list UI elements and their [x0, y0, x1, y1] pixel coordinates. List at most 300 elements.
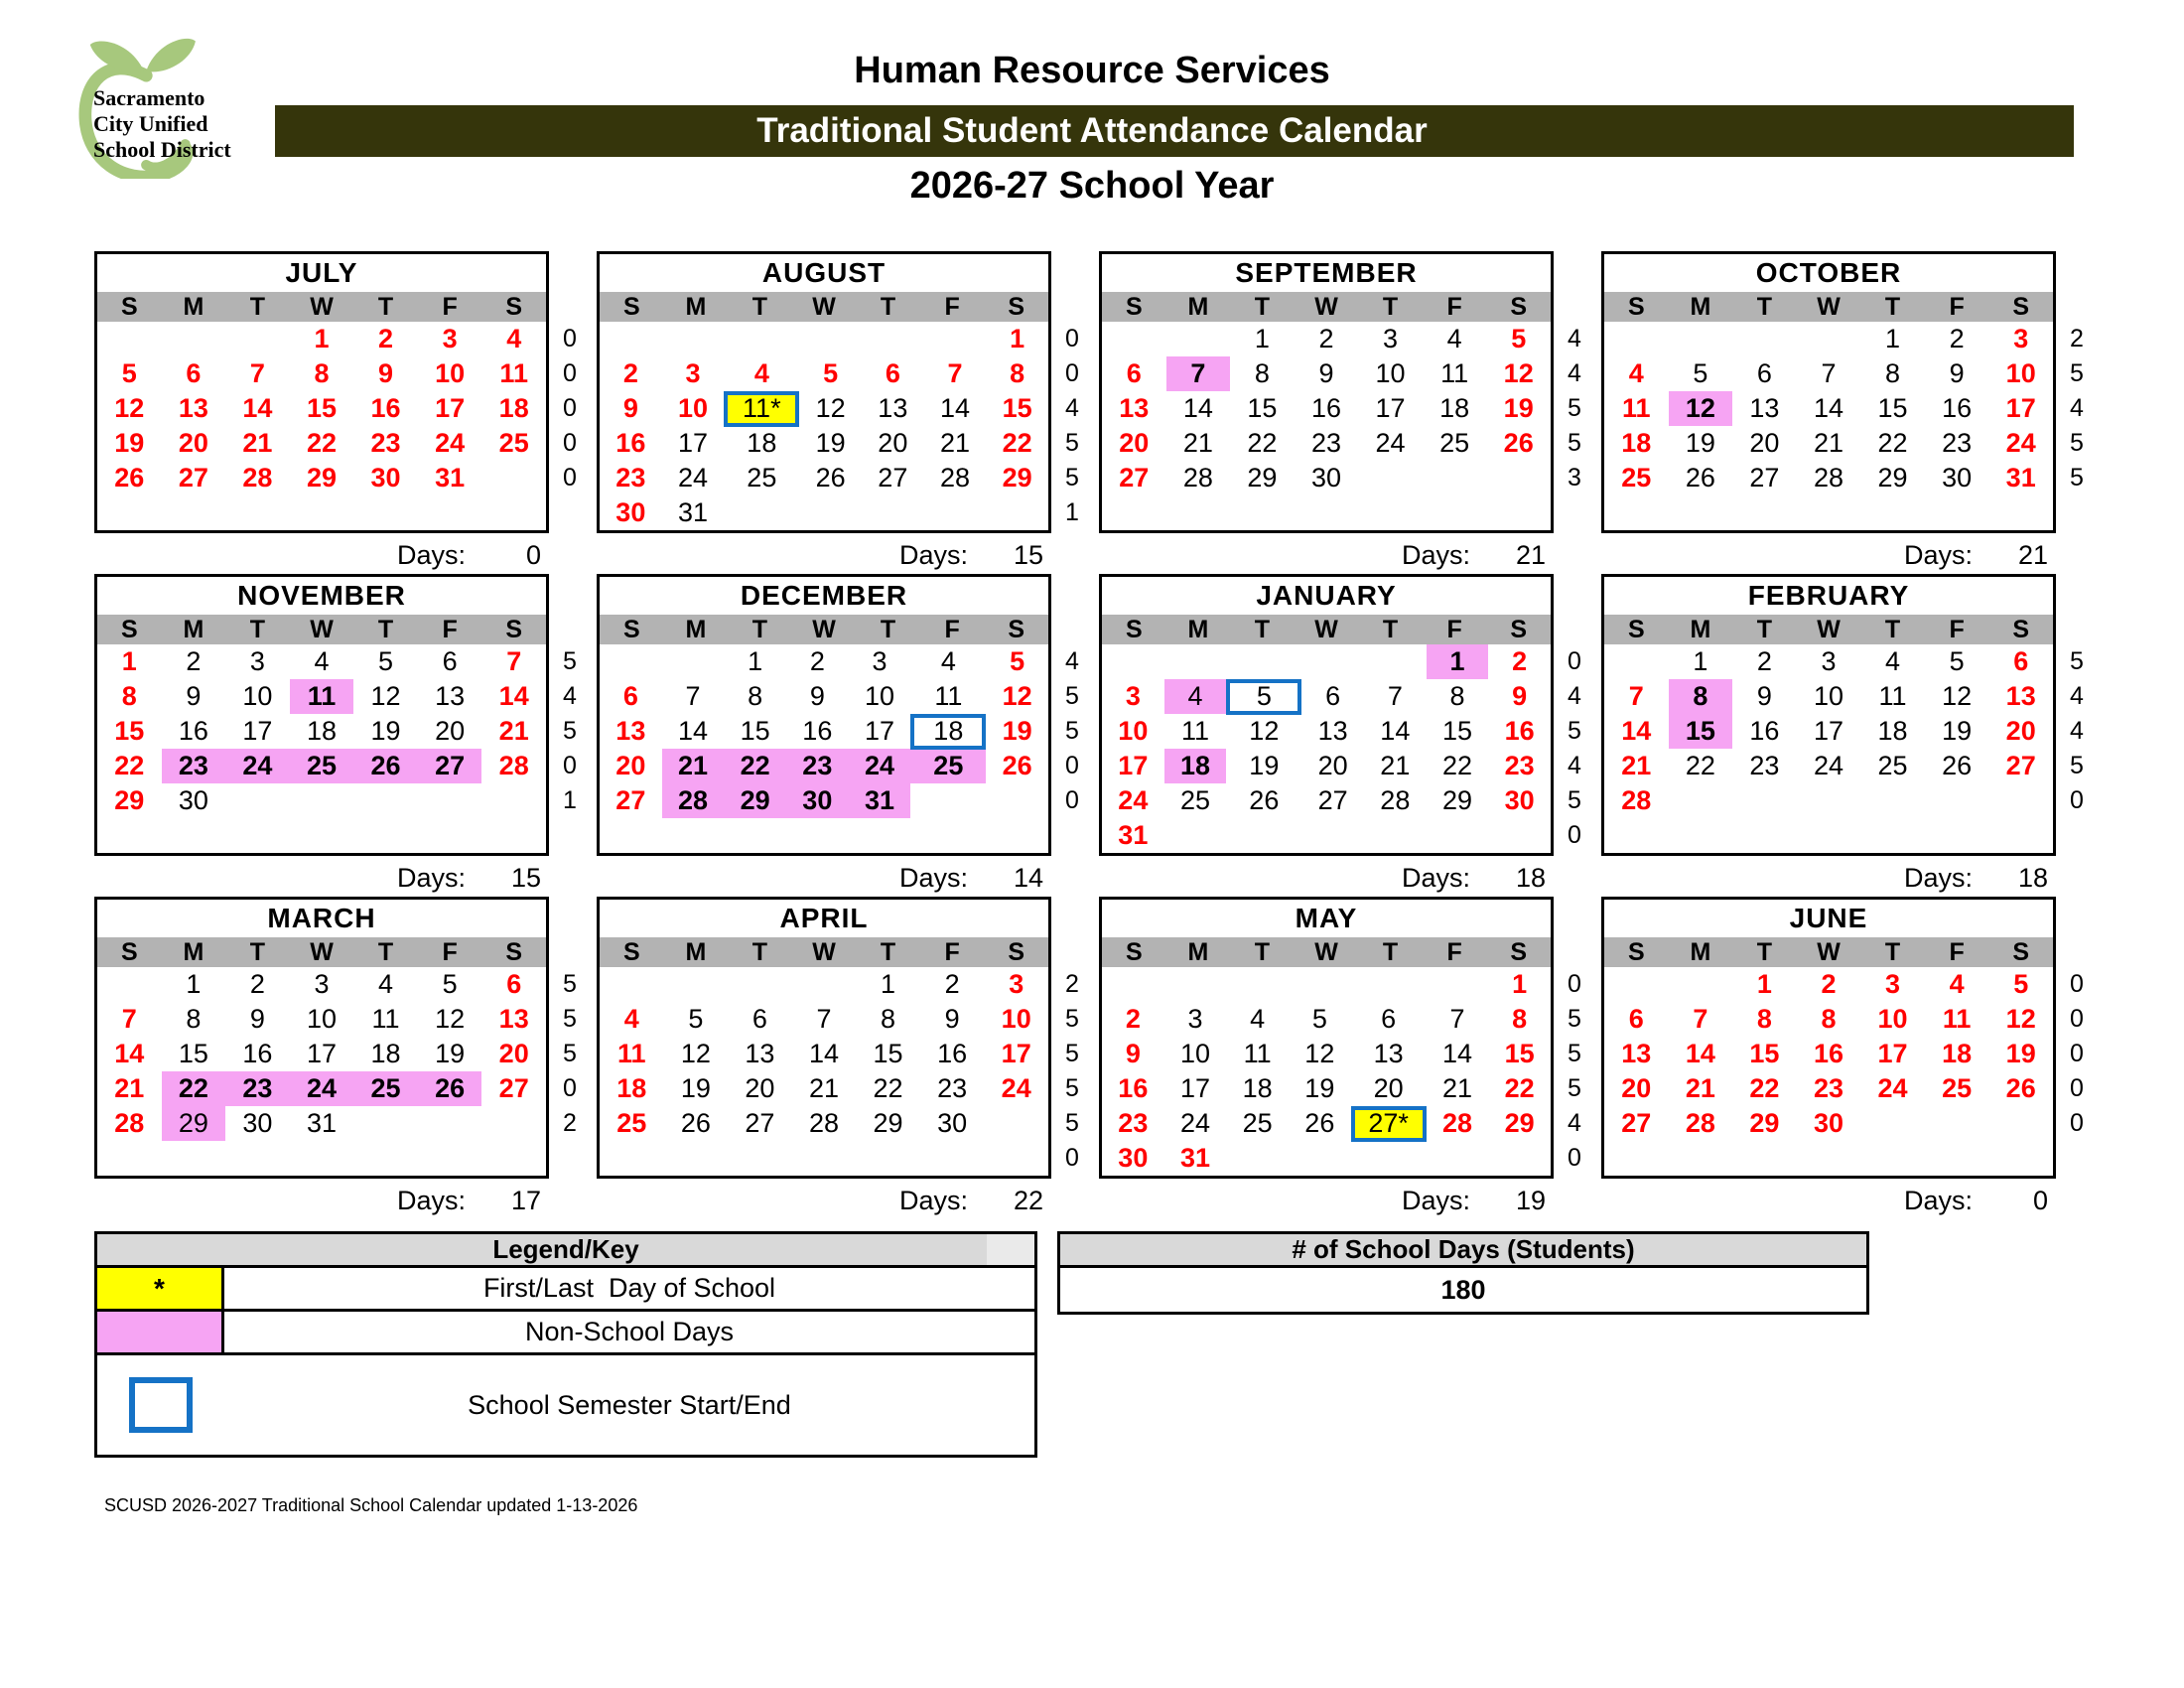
date-cell: 5 — [2013, 969, 2029, 999]
weekday-label: W — [1314, 615, 1338, 643]
date-cell: 2 — [1821, 969, 1837, 999]
date-cell: 21 — [1813, 428, 1844, 458]
week-count: 0 — [563, 464, 577, 492]
date-cell: 24 — [1813, 751, 1844, 780]
date-cell: 5 — [1949, 646, 1965, 676]
date-cell: 19 — [1685, 428, 1715, 458]
date-cell: 8 — [314, 358, 330, 388]
date-cell: 5 — [1693, 358, 1708, 388]
date-cell: 27 — [745, 1108, 775, 1138]
weekday-label: T — [249, 937, 266, 966]
week-count: 0 — [1065, 752, 1079, 779]
date-cell: 16 — [1310, 393, 1342, 423]
weekday-label: S — [1008, 937, 1025, 966]
date-cell: 3 — [1125, 681, 1141, 711]
date-cell: 31 — [2005, 463, 2036, 492]
week-count: 5 — [1568, 394, 1581, 422]
date-cell: 25 — [1179, 785, 1211, 815]
date-cell: 27 — [2005, 751, 2036, 780]
month-block — [94, 251, 597, 574]
date-cell: 5 — [1311, 1004, 1327, 1034]
days-label: Days: — [1903, 863, 1973, 893]
week-counts-column — [1554, 897, 1597, 1176]
date-cell: 23 — [1813, 1073, 1844, 1103]
date-cell — [1925, 783, 1989, 818]
weekday-header-row — [600, 937, 1048, 967]
date-cell — [724, 391, 799, 426]
weekday-label: W — [812, 292, 836, 321]
date-cell: 30 — [1813, 1108, 1844, 1138]
legend-label: First/Last Day of School — [482, 1273, 776, 1303]
weekday-label: S — [2012, 292, 2030, 321]
date-cell: 16 — [802, 716, 833, 746]
first-last-day-swatch — [97, 1268, 224, 1309]
weekday-label: S — [1627, 937, 1645, 966]
date-cell — [792, 967, 857, 1002]
date-cell: 4 — [378, 969, 394, 999]
date-cell: 24 — [290, 1071, 354, 1106]
week-count: 1 — [563, 786, 577, 814]
weekday-label: S — [1125, 937, 1143, 966]
weekday-header-row — [1604, 615, 2053, 644]
weekday-label: F — [944, 615, 960, 643]
month-title: MAY — [1295, 903, 1358, 933]
week-count: 5 — [1568, 429, 1581, 457]
date-cell — [1364, 644, 1427, 679]
week-count: 0 — [563, 1074, 577, 1102]
weekday-label: T — [1382, 615, 1399, 643]
weekday-label: M — [183, 292, 205, 321]
week-count: 5 — [563, 970, 577, 998]
semester-marker-box: 5 — [1226, 679, 1301, 715]
date-cell: 2 — [378, 324, 394, 353]
date-cell: 18 — [1164, 749, 1227, 783]
date-cell: 29 — [1441, 785, 1473, 815]
date-cell: 29 — [1002, 463, 1032, 492]
days-value: 19 — [1515, 1186, 1546, 1215]
date-cell: 31 — [849, 783, 911, 818]
days-value: 21 — [2017, 540, 2048, 570]
date-cell: 29 — [114, 785, 145, 815]
date-cell — [1604, 967, 1669, 1002]
date-cell: 15 — [1504, 1039, 1535, 1068]
date-cell: 22 — [114, 751, 145, 780]
date-cell — [1860, 783, 1925, 818]
weekday-label: T — [1756, 292, 1773, 321]
date-cell: 7 — [249, 358, 265, 388]
date-cell: 21 — [498, 716, 529, 746]
date-cell: 12 — [1669, 391, 1733, 426]
date-cell: 16 — [1942, 393, 1973, 423]
date-cell: 13 — [1621, 1039, 1652, 1068]
date-cell: 30 — [786, 783, 849, 818]
weekday-header-row — [600, 615, 1048, 644]
weekday-label: M — [1187, 615, 1209, 643]
date-cell: 6 — [622, 681, 638, 711]
date-cell: 13 — [498, 1004, 529, 1034]
date-cell — [664, 967, 729, 1002]
weekday-label: T — [751, 615, 768, 643]
month-block — [1099, 574, 1601, 897]
date-cell: 18 — [1242, 1073, 1273, 1103]
date-cell: 20 — [615, 751, 646, 780]
weekday-label: T — [751, 292, 768, 321]
date-cell: 8 — [1669, 679, 1733, 714]
month-box — [597, 251, 1051, 533]
date-cell: 26 — [815, 463, 846, 492]
date-cell: 18 — [370, 1039, 401, 1068]
weekday-label: M — [685, 292, 707, 321]
date-cell: 26 — [1942, 751, 1973, 780]
date-cell: 22 — [873, 1073, 903, 1103]
weekday-label: S — [1008, 292, 1025, 321]
date-grid — [1604, 644, 2053, 853]
date-grid — [97, 322, 546, 530]
date-cell — [924, 495, 987, 530]
week-count: 3 — [1568, 464, 1581, 492]
date-cell: 2 — [1512, 646, 1528, 676]
weekday-label: S — [505, 615, 523, 643]
date-cell: 15 — [873, 1039, 903, 1068]
month-block — [597, 251, 1099, 574]
weekday-label: F — [1949, 292, 1965, 321]
date-cell: 29 — [306, 463, 338, 492]
weekday-label: S — [1627, 292, 1645, 321]
date-cell: 30 — [615, 497, 646, 527]
date-cell — [1289, 1141, 1351, 1176]
weekday-label: T — [1382, 292, 1399, 321]
date-cell: 15 — [306, 393, 338, 423]
date-cell: 16 — [615, 428, 646, 458]
date-cell: 28 — [498, 751, 529, 780]
date-cell: 28 — [1441, 1108, 1473, 1138]
week-count: 5 — [563, 1040, 577, 1067]
week-count: 4 — [1568, 752, 1581, 779]
date-cell: 27 — [1317, 785, 1348, 815]
days-label: Days: — [1903, 1186, 1973, 1215]
date-cell: 6 — [2013, 646, 2029, 676]
date-cell: 15 — [114, 716, 145, 746]
date-cell: 26 — [1503, 428, 1534, 458]
date-cell — [986, 783, 1048, 818]
footer-note: SCUSD 2026-2027 Traditional School Calendar updated 1-13-2026 — [104, 1495, 638, 1515]
date-cell: 25 — [290, 749, 354, 783]
weekday-label: S — [1510, 937, 1528, 966]
week-counts-column — [2056, 251, 2100, 495]
weekday-label: M — [1690, 937, 1711, 966]
date-cell: 2 — [1949, 324, 1965, 353]
date-cell: 3 — [685, 358, 701, 388]
date-cell: 3 — [2013, 324, 2029, 353]
date-cell: 19 — [114, 428, 145, 458]
weekday-label: T — [880, 615, 896, 643]
days-total-row — [597, 540, 1051, 571]
date-cell: 11 — [1180, 716, 1209, 746]
date-cell: 30 — [370, 463, 401, 492]
date-cell — [1860, 1106, 1925, 1141]
date-cell: 30 — [1118, 1143, 1149, 1173]
district-name-line: School District — [93, 137, 231, 162]
weekday-label: S — [1510, 292, 1528, 321]
weekday-label: S — [1008, 615, 1025, 643]
date-cell: 3 — [1187, 1004, 1203, 1034]
weekday-label: F — [944, 292, 960, 321]
date-cell: 31 — [1118, 820, 1149, 850]
date-cell: 17 — [242, 716, 273, 746]
date-grid — [97, 644, 546, 853]
date-cell: 7 — [1166, 356, 1231, 391]
date-cell: 28 — [808, 1108, 840, 1138]
date-cell: 11 — [371, 1004, 400, 1034]
date-cell: 6 — [751, 1004, 767, 1034]
date-cell: 25 — [1621, 463, 1652, 492]
date-cell: 24 — [677, 463, 709, 492]
date-cell: 9 — [378, 358, 394, 388]
date-cell: 31 — [1179, 1143, 1211, 1173]
month-column — [597, 897, 1051, 1216]
week-count: 5 — [1568, 717, 1581, 745]
week-count: 5 — [2070, 647, 2084, 675]
date-cell: 19 — [2005, 1039, 2036, 1068]
date-cell: 8 — [186, 1004, 202, 1034]
weekday-label: T — [249, 615, 266, 643]
weekday-label: F — [1446, 615, 1462, 643]
date-cell — [1351, 1141, 1427, 1176]
weekday-label: T — [1382, 937, 1399, 966]
date-cell: 16 — [1813, 1039, 1844, 1068]
date-cell: 28 — [114, 1108, 145, 1138]
date-cell: 20 — [1317, 751, 1348, 780]
week-count: 0 — [563, 752, 577, 779]
month-block — [597, 897, 1099, 1219]
date-cell — [290, 783, 354, 818]
date-cell — [910, 783, 986, 818]
weekday-label: S — [2012, 615, 2030, 643]
date-cell: 17 — [2005, 393, 2036, 423]
week-count: 5 — [1065, 1074, 1079, 1102]
month-title: NOVEMBER — [237, 580, 406, 611]
date-cell: 9 — [1318, 358, 1334, 388]
date-cell — [662, 644, 725, 679]
date-cell: 17 — [864, 716, 895, 746]
date-cell: 4 — [314, 646, 330, 676]
weekday-label: T — [751, 937, 768, 966]
month-title: MARCH — [267, 903, 376, 933]
date-cell: 20 — [1119, 428, 1150, 458]
week-count: 4 — [1568, 359, 1581, 387]
date-cell — [910, 714, 986, 749]
date-cell: 22 — [724, 749, 786, 783]
date-cell: 7 — [1628, 681, 1644, 711]
date-cell — [984, 1141, 1048, 1176]
week-count: 5 — [2070, 359, 2084, 387]
week-count: 5 — [563, 717, 577, 745]
days-total-row — [1601, 863, 2056, 894]
date-cell: 25 — [1242, 1108, 1273, 1138]
date-cell: 31 — [677, 497, 709, 527]
date-cell — [1604, 322, 1669, 356]
weekday-label: F — [442, 937, 458, 966]
days-label: Days: — [396, 863, 466, 893]
date-cell: 13 — [1317, 716, 1348, 746]
month-box — [94, 251, 549, 533]
week-count: 5 — [1065, 682, 1079, 710]
week-count: 0 — [2070, 970, 2084, 998]
calendar-grid — [94, 251, 2104, 1219]
date-cell: 6 — [1126, 358, 1142, 388]
date-cell: 13 — [745, 1039, 775, 1068]
semester-marker-box: 27* — [1351, 1106, 1427, 1142]
date-cell: 10 — [306, 1004, 338, 1034]
date-cell: 11 — [1942, 1004, 1972, 1034]
date-cell: 5 — [442, 969, 458, 999]
week-counts-column — [1554, 574, 1597, 853]
weekday-label: F — [944, 937, 960, 966]
weekday-label: S — [1627, 615, 1645, 643]
date-cell: 24 — [435, 428, 466, 458]
date-cell: 17 — [677, 428, 709, 458]
date-grid — [1102, 967, 1551, 1176]
month-title: OCTOBER — [1755, 257, 1902, 288]
date-cell: 10 — [1179, 1039, 1211, 1068]
days-label: Days: — [396, 540, 466, 570]
date-cell — [1226, 644, 1301, 679]
date-cell: 21 — [1380, 751, 1411, 780]
weekday-header-row — [1102, 615, 1551, 644]
date-cell: 8 — [1512, 1004, 1528, 1034]
week-count: 0 — [1568, 1144, 1581, 1172]
date-cell: 24 — [1179, 1108, 1211, 1138]
date-cell: 9 — [249, 1004, 265, 1034]
weekday-header-row — [97, 292, 546, 322]
week-count: 5 — [1065, 717, 1079, 745]
date-cell: 9 — [622, 393, 638, 423]
days-label: Days: — [898, 863, 968, 893]
date-cell: 15 — [178, 1039, 208, 1068]
date-cell: 22 — [1504, 1073, 1535, 1103]
week-counts-column — [549, 897, 593, 1141]
date-cell: 3 — [1009, 969, 1024, 999]
date-cell: 15 — [740, 716, 770, 746]
days-total-row — [94, 1186, 549, 1216]
date-cell: 11 — [499, 358, 528, 388]
weekday-label: T — [377, 937, 394, 966]
date-cell — [97, 322, 162, 356]
date-cell — [862, 322, 924, 356]
date-cell — [799, 322, 862, 356]
weekday-label: W — [1314, 292, 1338, 321]
date-cell: 13 — [2005, 681, 2036, 711]
date-cell: 15 — [1247, 393, 1278, 423]
date-cell: 17 — [1375, 393, 1406, 423]
week-count: 0 — [1568, 821, 1581, 849]
date-cell: 18 — [1877, 716, 1908, 746]
week-count: 5 — [1568, 786, 1581, 814]
week-count: 5 — [1568, 1040, 1581, 1067]
date-cell: 16 — [370, 393, 401, 423]
date-cell — [1427, 967, 1489, 1002]
weekday-label: F — [442, 615, 458, 643]
date-cell: 20 — [1749, 428, 1780, 458]
weekday-label: W — [1817, 937, 1841, 966]
date-cell: 3 — [1821, 646, 1837, 676]
weekday-label: T — [377, 292, 394, 321]
week-count: 0 — [563, 325, 577, 352]
date-cell: 29 — [1877, 463, 1908, 492]
date-cell: 28 — [1813, 463, 1844, 492]
week-counts-column — [1051, 251, 1095, 530]
date-cell: 26 — [1304, 1108, 1335, 1138]
non-school-days-swatch — [97, 1312, 224, 1352]
date-cell: 23 — [225, 1071, 290, 1106]
date-grid — [600, 644, 1048, 853]
date-cell: 1 — [314, 324, 330, 353]
week-count: 0 — [1065, 1144, 1079, 1172]
weekday-label: F — [1949, 615, 1965, 643]
date-cell: 25 — [1439, 428, 1470, 458]
date-cell — [1732, 322, 1797, 356]
date-cell: 20 — [878, 428, 908, 458]
week-count: 4 — [1568, 682, 1581, 710]
date-cell: 4 — [1885, 646, 1901, 676]
date-cell: 19 — [370, 716, 401, 746]
month-block — [1601, 251, 2104, 574]
date-cell: 29 — [1749, 1108, 1780, 1138]
week-count: 4 — [1568, 325, 1581, 352]
date-cell: 22 — [1002, 428, 1032, 458]
date-cell: 23 — [786, 749, 849, 783]
weekday-label: S — [622, 292, 640, 321]
month-block — [1601, 897, 2104, 1219]
month-box — [1601, 251, 2056, 533]
date-cell: 4 — [623, 1004, 639, 1034]
week-count: 4 — [2070, 682, 2084, 710]
month-box — [1601, 574, 2056, 856]
week-count: 0 — [2070, 1074, 2084, 1102]
date-cell: 10 — [677, 393, 709, 423]
date-cell — [1164, 818, 1227, 853]
week-count: 1 — [1065, 498, 1079, 526]
district-name-line: Sacramento — [93, 85, 205, 110]
month-column — [597, 574, 1051, 894]
date-cell: 30 — [1942, 463, 1973, 492]
date-cell: 19 — [1942, 716, 1973, 746]
date-cell — [920, 1141, 985, 1176]
date-cell: 28 — [1182, 463, 1213, 492]
date-cell: 11 — [1243, 1039, 1272, 1068]
date-cell — [1669, 322, 1733, 356]
date-cell — [1988, 1106, 2053, 1141]
date-cell: 15 — [1441, 716, 1473, 746]
date-cell: 28 — [1380, 785, 1411, 815]
page-title: Human Resource Services — [854, 50, 1330, 91]
date-cell: 22 — [1247, 428, 1278, 458]
date-cell: 12 — [1304, 1039, 1335, 1068]
month-box — [1099, 897, 1554, 1179]
date-cell — [662, 322, 725, 356]
semester-marker-box: 18 — [910, 714, 986, 750]
weekday-label: T — [1254, 292, 1271, 321]
date-cell: 29 — [162, 1106, 226, 1141]
date-cell: 1 — [748, 646, 763, 676]
date-cell: 1 — [1756, 969, 1772, 999]
date-cell: 1 — [1512, 969, 1528, 999]
date-cell — [856, 1141, 920, 1176]
weekday-label: T — [1884, 615, 1901, 643]
weekday-label: W — [1314, 937, 1338, 966]
month-box — [1099, 251, 1554, 533]
month-title: DECEMBER — [740, 580, 908, 611]
